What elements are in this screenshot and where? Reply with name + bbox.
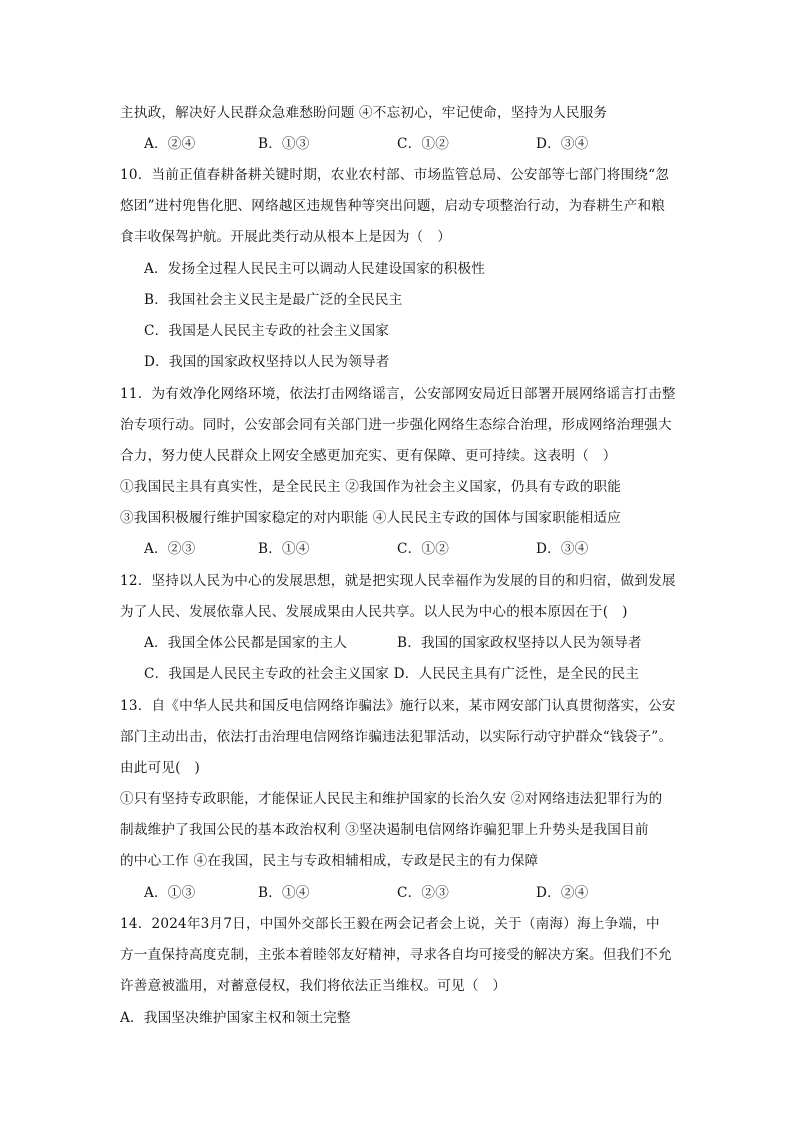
option-d: D．③④	[536, 541, 589, 557]
text-line: 部门主动出击，依法打击治理电信网络诈骗违法犯罪活动，以实际行动守护群众“钱袋子”。	[120, 729, 673, 745]
text-line: 食丰收保驾护航。开展此类行动从根本上是因为（ ）	[120, 229, 452, 245]
option-b: B．我国的国家政权坚持以人民为领导者	[397, 635, 642, 651]
statement-line: ①我国民主具有真实性，是全民民主 ②我国作为社会主义国家，仍具有专政的职能	[120, 479, 622, 495]
option-c: C．①②	[397, 541, 449, 557]
text-line: 为了人民、发展依靠人民、发展成果由人民共享。以人民为中心的根本原因在于( )	[120, 604, 628, 620]
option-b: B．①④	[258, 541, 310, 557]
option-a: A．②④	[144, 136, 196, 152]
option-d: D．②④	[536, 885, 589, 901]
option-d: D．③④	[536, 136, 589, 152]
option-c-d: C．我国是人民民主专政的社会主义国家 D．人民民主具有广泛性，是全民的民主	[144, 666, 640, 682]
option-a: A．①③	[144, 885, 196, 901]
text-line: 主执政，解决好人民群众急难愁盼问题 ④不忘初心，牢记使命，坚持为人民服务	[120, 105, 608, 121]
question-10-stem: 10．当前正值春耕备耕关键时期，农业农村部、市场监管总局、公安部等七部门将围绕“忽	[120, 167, 670, 183]
question-12-stem: 12．坚持以人民为中心的发展思想，就是把实现人民幸福作为发展的目的和归宿，做到发展	[120, 573, 676, 589]
option-b: B．①④	[258, 885, 310, 901]
statement-line: ①只有坚持专政职能，才能保证人民民主和维护国家的长治久安 ②对网络违法犯罪行为的	[120, 791, 663, 807]
text-line: 许善意被滥用，对蓄意侵权，我们将依法正当维权。可见（ ）	[120, 978, 507, 994]
option-c: C．②③	[397, 885, 449, 901]
text-line: 合力，努力使人民群众上网安全感更加充实、更有保障、更可持续。这表明（ ）	[120, 448, 617, 464]
question-14-stem: 14．2024年3月7日，中国外交部长王毅在两会记者会上说，关于（南海）海上争端，中	[120, 916, 660, 932]
option-b: B．我国社会主义民主是最广泛的全民民主	[144, 292, 403, 308]
option-a: A．发扬全过程人民民主可以调动人民建设国家的积极性	[144, 261, 486, 277]
statement-line: 制裁维护了我国公民的基本政治权利 ③坚决遏制电信网络诈骗犯罪上升势头是我国目前	[120, 822, 649, 838]
text-line: 方一直保持高度克制，主张本着睦邻友好精神，寻求各自均可接受的解决方案。但我们不允	[120, 947, 672, 963]
question-13-stem: 13．自《中华人民共和国反电信网络诈骗法》施行以来，某市网安部门认真贯彻落实，公安	[120, 698, 676, 714]
question-11-stem: 11．为有效净化网络环境，依法打击网络谣言，公安部网安局近日部署开展网络谣言打击整	[120, 386, 676, 402]
option-a: A．我国全体公民都是国家的主人	[144, 635, 348, 651]
text-line: 由此可见( )	[120, 760, 200, 776]
option-d: D．我国的国家政权坚持以人民为领导者	[144, 354, 390, 370]
statement-line: 的中心工作 ④在我国，民主与专政相辅相成，专政是民主的有力保障	[120, 853, 539, 869]
statement-line: ③我国积极履行维护国家稳定的对内职能 ④人民民主专政的国体与国家职能相适应	[120, 510, 622, 526]
option-c: C．我国是人民民主专政的社会主义国家	[144, 323, 390, 339]
option-a: A．②③	[144, 541, 196, 557]
text-line: 治专项行动。同时，公安部会同有关部门进一步强化网络生态综合治理，形成网络治理强大	[120, 417, 672, 433]
option-c: C．①②	[397, 136, 449, 152]
option-b: B．①③	[258, 136, 310, 152]
option-a: A．我国坚决维护国家主权和领土完整	[120, 1010, 351, 1026]
text-line: 悠团”进村兜售化肥、网络越区违规售种等突出问题，启动专项整治行动，为春耕生产和粮	[120, 198, 666, 214]
